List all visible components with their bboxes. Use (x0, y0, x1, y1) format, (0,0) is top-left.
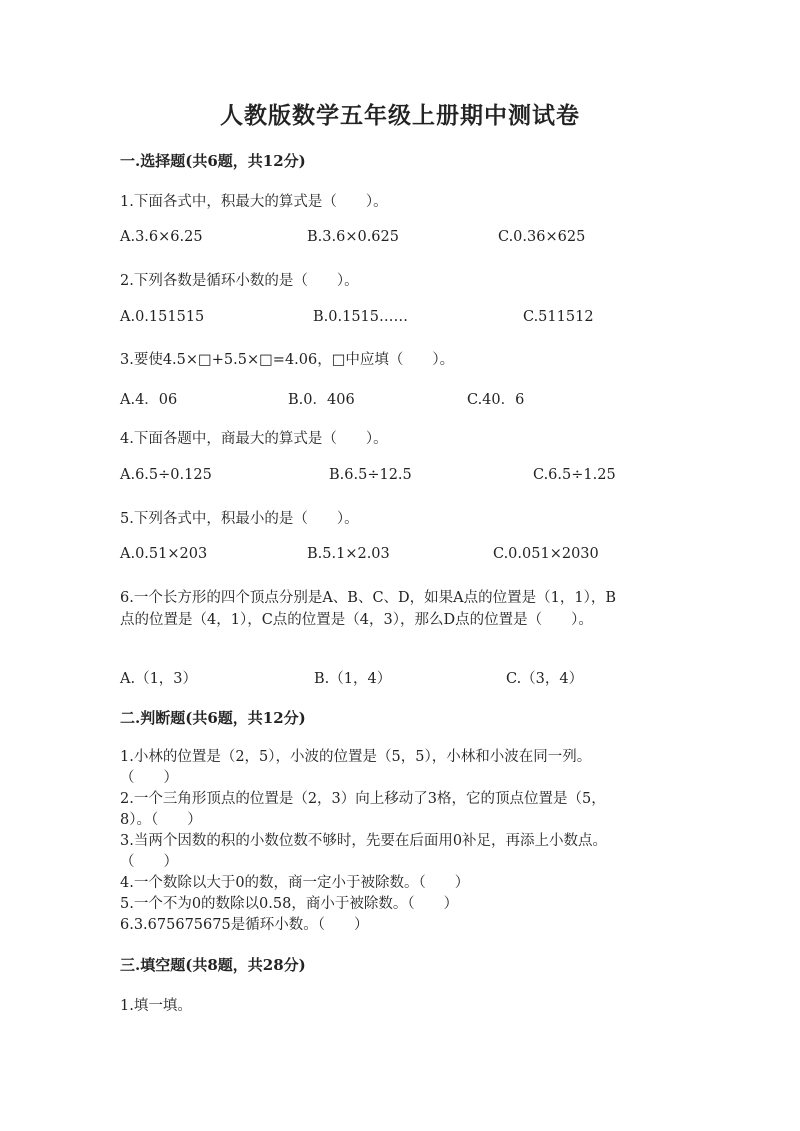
judge-line: 2.一个三角形顶点的位置是（2，3）向上移动了3格，它的顶点位置是（5， (120, 791, 606, 807)
question-stem-continued: 点的位置是（4，1），C点的位置是（4，3），那么D点的位置是（ ）。 (120, 612, 593, 628)
option-c: C.6.5÷1.25 (533, 467, 616, 483)
section-heading-judge: 二.判断题(共6题，共12分) (120, 709, 306, 727)
judge-line: 1.小林的位置是（2，5），小波的位置是（5，5），小林和小波在同一列。 (120, 749, 592, 765)
section-heading-choice: 一.选择题(共6题，共12分) (120, 152, 306, 170)
option-a: A.0.151515 (120, 309, 205, 325)
page-title: 人教版数学五年级上册期中测试卷 (220, 102, 580, 129)
question-stem: 4.下面各题中，商最大的算式是（ ）。 (120, 431, 388, 447)
judge-line: 6.3.675675675是循环小数。（ ） (120, 917, 369, 933)
option-b: B.5.1×2.03 (307, 546, 390, 562)
option-b: B.（1，4） (314, 671, 392, 687)
option-a: A.6.5÷0.125 (120, 467, 212, 483)
question-stem: 1.下面各式中，积最大的算式是（ ）。 (120, 194, 388, 210)
option-c: C.40．6 (467, 392, 525, 408)
section-heading-fill: 三.填空题(共8题，共28分) (120, 956, 306, 974)
option-c: C.（3，4） (506, 671, 584, 687)
question-stem: 5.下列各式中，积最小的是（ ）。 (120, 511, 359, 527)
option-a: A.3.6×6.25 (120, 229, 203, 245)
option-a: A.（1，3） (120, 671, 198, 687)
question-stem: 3.要使4.5×□+5.5×□=4.06，□中应填（ ）。 (120, 352, 455, 368)
judge-line: 3.当两个因数的积的小数位数不够时，先要在后面用0补足，再添上小数点。 (120, 833, 608, 849)
option-b: B.0．406 (288, 392, 355, 408)
option-a: A.0.51×203 (120, 546, 208, 562)
option-a: A.4．06 (120, 392, 178, 408)
option-c: C.511512 (523, 309, 594, 325)
option-b: B.3.6×0.625 (307, 229, 399, 245)
judge-line: 5.一个不为0的数除以0.58，商小于被除数。（ ） (120, 896, 459, 912)
judge-line: （ ） (120, 854, 178, 870)
option-b: B.6.5÷12.5 (329, 467, 412, 483)
option-c: C.0.051×2030 (493, 546, 599, 562)
judge-line: 8）。（ ） (120, 812, 202, 828)
judge-line: 4.一个数除以大于0的数，商一定小于被除数。（ ） (120, 875, 470, 891)
option-c: C.0.36×625 (498, 229, 586, 245)
option-b: B.0.1515…… (313, 309, 409, 325)
question-stem: 6.一个长方形的四个顶点分别是A、B、C、D，如果A点的位置是（1，1），B (120, 590, 617, 606)
question-stem: 2.下列各数是循环小数的是（ ）。 (120, 273, 359, 289)
judge-line: （ ） (120, 770, 178, 786)
question-stem: 1.填一填。 (120, 998, 192, 1014)
